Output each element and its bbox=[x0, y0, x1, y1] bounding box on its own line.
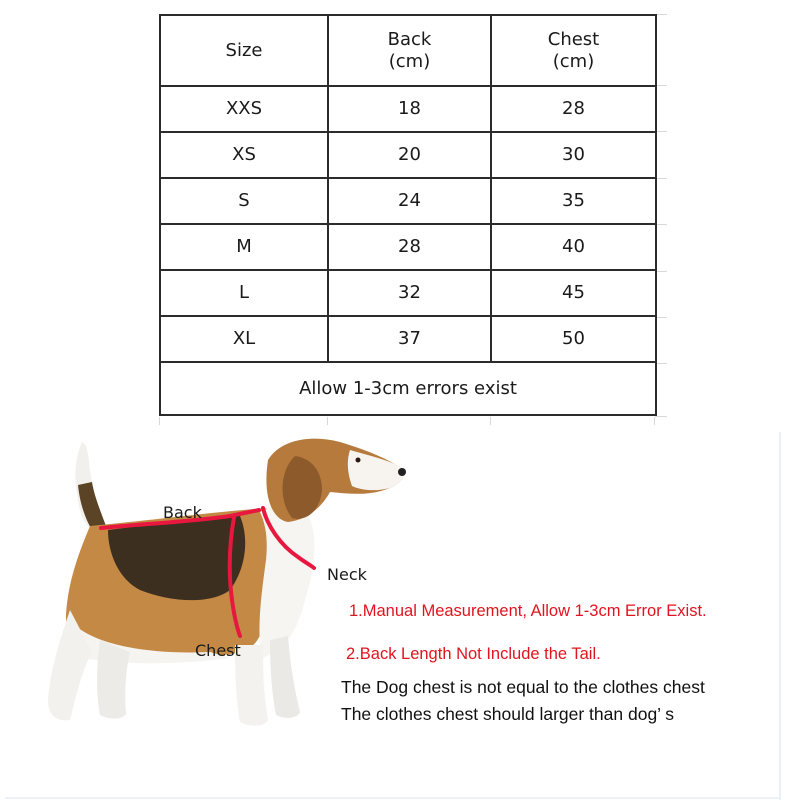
grid-stub bbox=[159, 417, 160, 425]
table-row bbox=[160, 86, 656, 132]
cell-back: 37 bbox=[328, 316, 491, 362]
cell-size: L bbox=[160, 270, 328, 316]
table-row bbox=[160, 178, 656, 224]
cell-chest: 35 bbox=[491, 178, 656, 224]
note-clothes-chest-larger: The clothes chest should larger than dog’ s bbox=[341, 704, 675, 724]
cell-chest: 30 bbox=[491, 132, 656, 178]
header-back-label: Back bbox=[387, 28, 432, 50]
table-row bbox=[160, 224, 656, 270]
cell-back: 18 bbox=[328, 86, 491, 132]
divider bbox=[5, 797, 780, 799]
dog-nose bbox=[398, 468, 406, 476]
grid-stub bbox=[327, 417, 328, 425]
table-row bbox=[160, 316, 656, 362]
divider bbox=[779, 432, 781, 800]
cell-chest: 50 bbox=[491, 316, 656, 362]
cell-chest: 45 bbox=[491, 270, 656, 316]
cell-back: 24 bbox=[328, 178, 491, 224]
cell-chest: 28 bbox=[491, 86, 656, 132]
grid-stub bbox=[655, 416, 667, 417]
cell-back: 20 bbox=[328, 132, 491, 178]
header-chest-unit: (cm) bbox=[552, 50, 595, 72]
grid-stub bbox=[654, 417, 655, 425]
note-back-length: 2.Back Length Not Include the Tail. bbox=[346, 645, 601, 663]
table-row bbox=[160, 270, 656, 316]
cell-size: XXS bbox=[160, 86, 328, 132]
back-label: Back bbox=[163, 503, 202, 522]
cell-size: S bbox=[160, 178, 328, 224]
cell-size: M bbox=[160, 224, 328, 270]
grid-stub bbox=[490, 417, 491, 425]
note-measurement-error: 1.Manual Measurement, Allow 1-3cm Error Exist. bbox=[349, 602, 707, 620]
neck-label: Neck bbox=[327, 565, 367, 584]
header-back-unit: (cm) bbox=[388, 50, 431, 72]
header-chest-label: Chest bbox=[547, 28, 600, 50]
cell-size: XL bbox=[160, 316, 328, 362]
size-chart-table bbox=[159, 14, 657, 416]
table-footer-note: Allow 1-3cm errors exist bbox=[160, 362, 656, 415]
header-chest bbox=[491, 15, 656, 86]
table-footer-row bbox=[160, 362, 656, 415]
note-chest-difference: The Dog chest is not equal to the clothes chest bbox=[341, 677, 705, 697]
dog-eye bbox=[356, 458, 361, 463]
table-row bbox=[160, 132, 656, 178]
cell-back: 28 bbox=[328, 224, 491, 270]
header-back bbox=[328, 15, 491, 86]
cell-back: 32 bbox=[328, 270, 491, 316]
cell-size: XS bbox=[160, 132, 328, 178]
cell-chest: 40 bbox=[491, 224, 656, 270]
chest-label: Chest bbox=[195, 641, 241, 660]
header-size: Size bbox=[160, 15, 328, 86]
table-header-row bbox=[160, 15, 656, 86]
